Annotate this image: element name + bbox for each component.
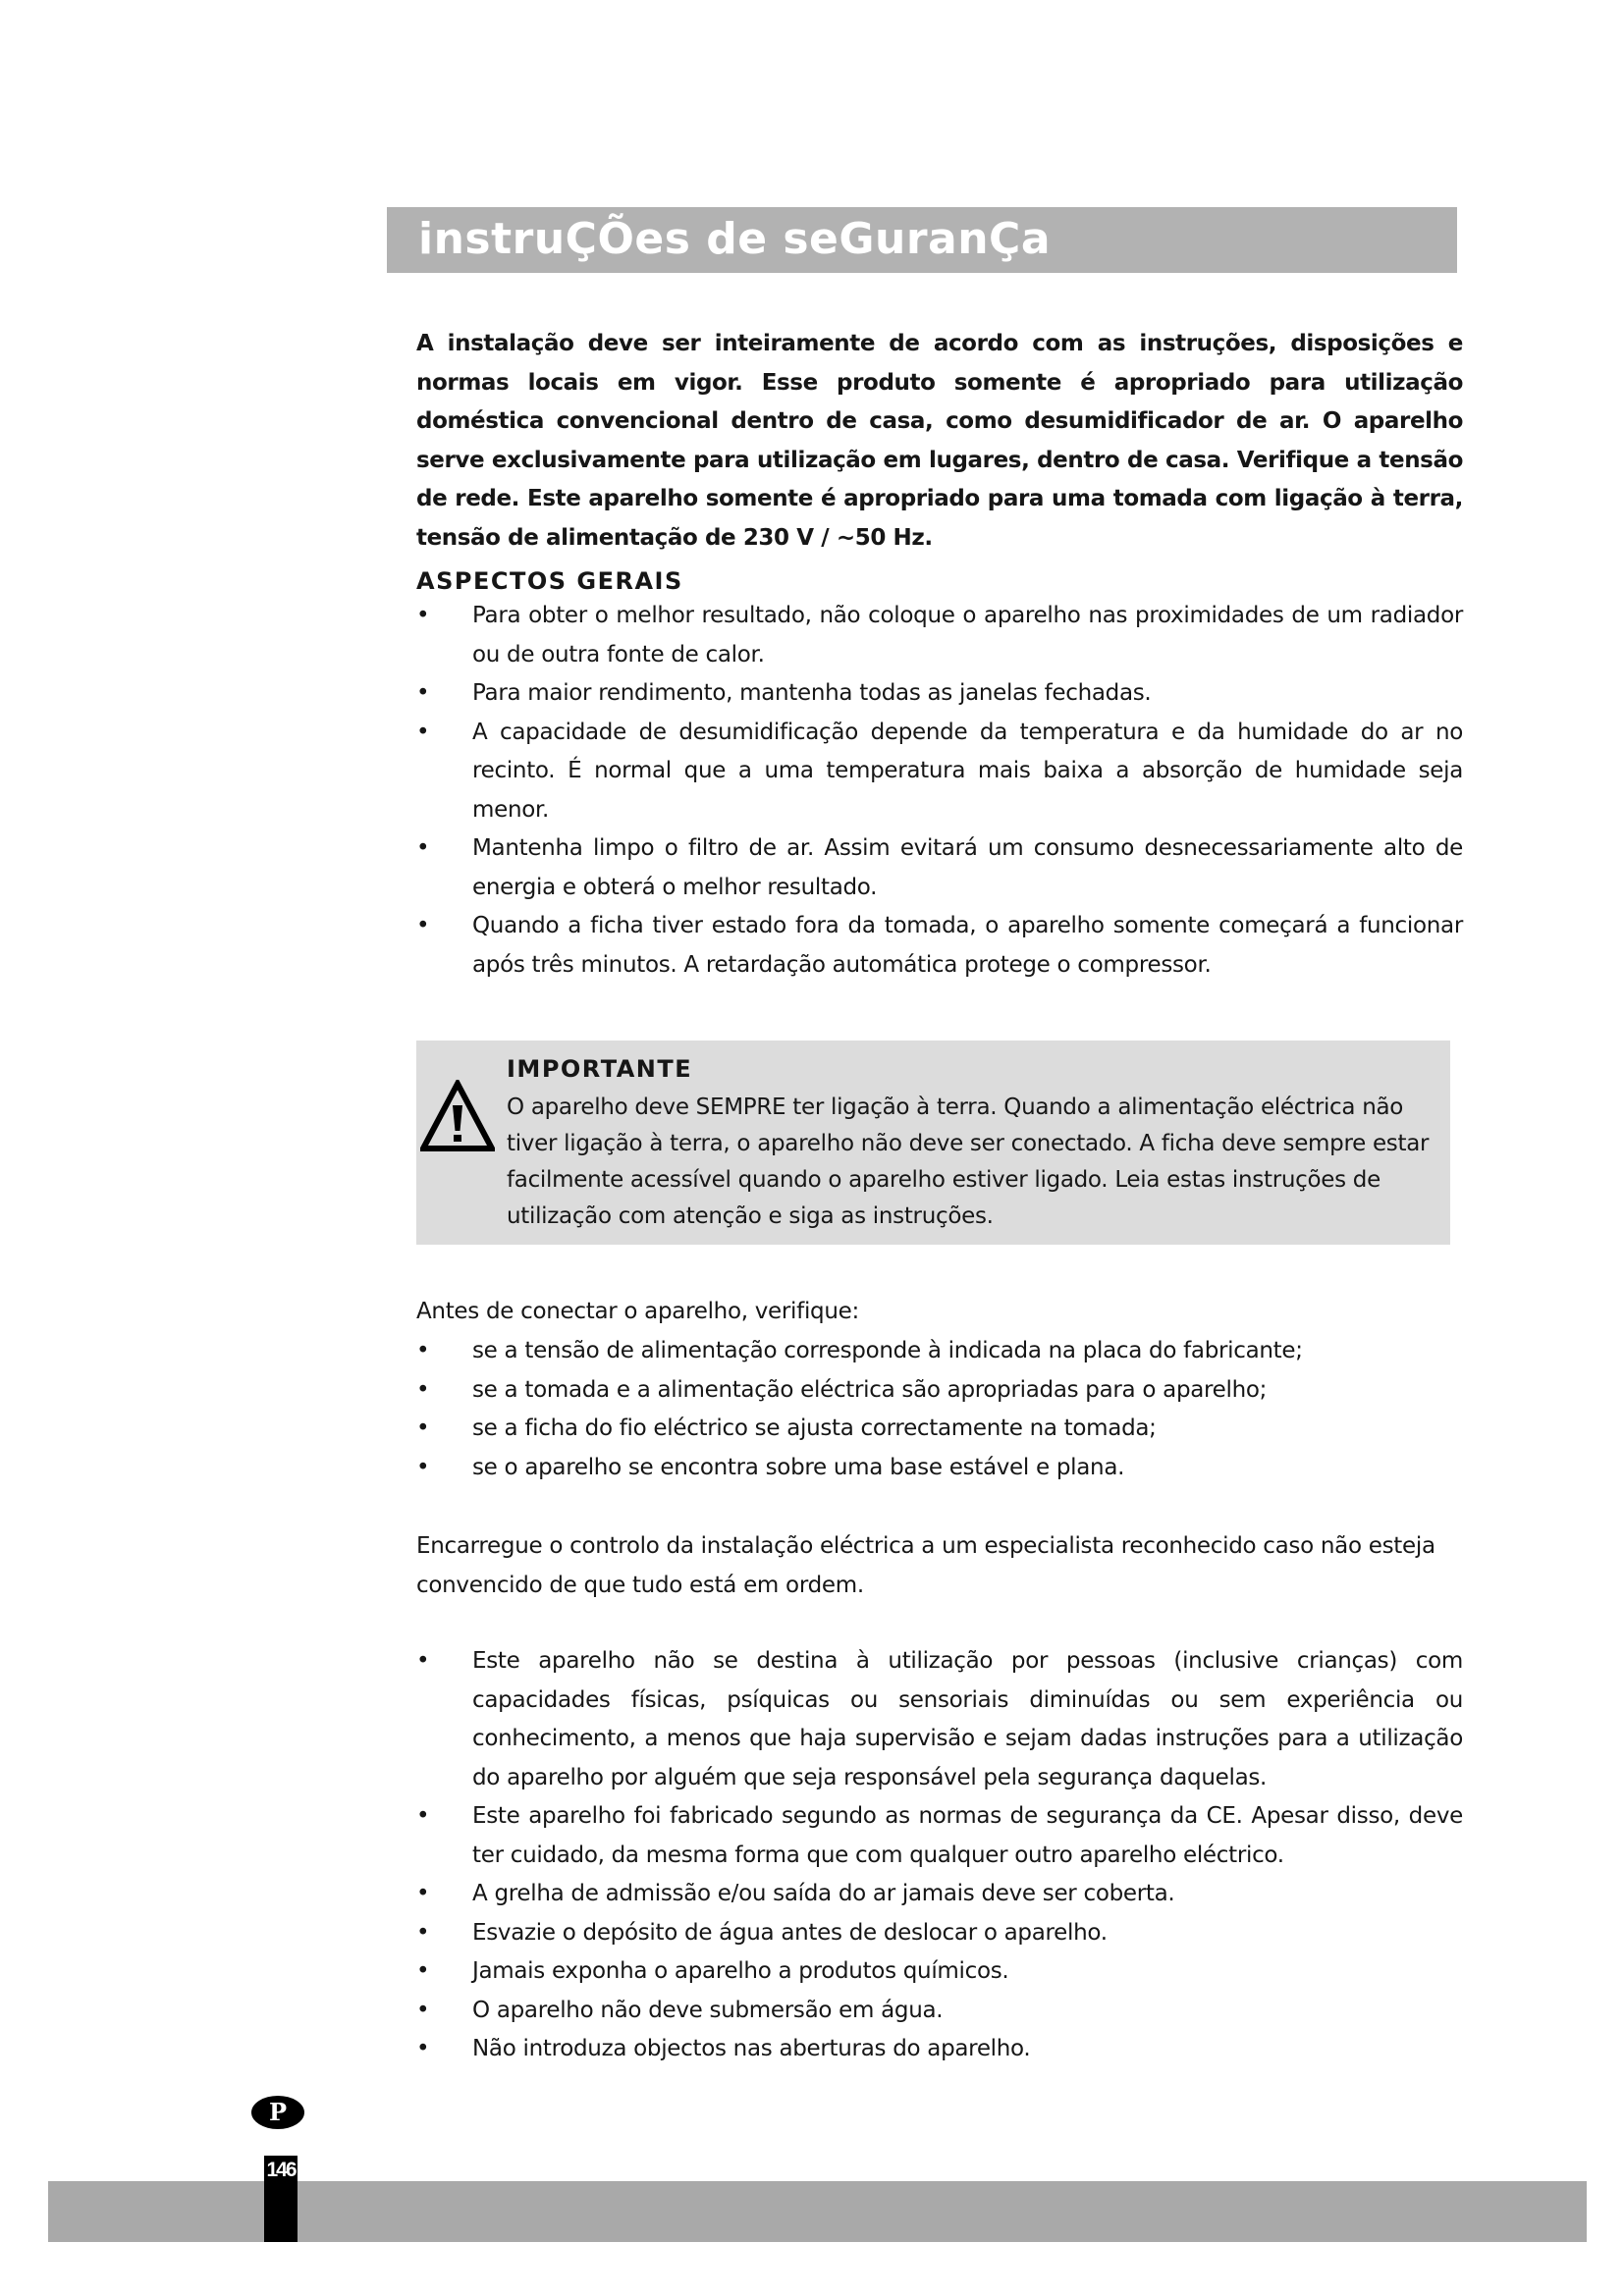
list-item-text: Jamais exponha o aparelho a produtos químicos. (472, 1958, 1009, 1984)
list-item-text: A grelha de admissão e/ou saída do ar jamais deve ser coberta. (472, 1881, 1175, 1906)
bullet-icon: • (416, 913, 430, 938)
list-item (416, 714, 1463, 830)
list-item-text: se a ficha do fio eléctrico se ajusta correctamente na tomada; (472, 1415, 1157, 1441)
bullet-icon: • (416, 1376, 430, 1403)
list-item-text: O aparelho não deve submersão em água. (472, 1997, 944, 2023)
important-text: O aparelho deve SEMPRE ter ligação à terra. Quando a alimentação eléctrica não tiver ligação à terra, o aparelho não deve ser conectado. A ficha deve sempre estar facilmente acessível quando o aparelho estiver ligado. Leia estas instruções de utilização com atenção e siga as instruções. (507, 1095, 1430, 1229)
list-item-text: se a tensão de alimentação corresponde à indicada na placa do fabricante; (472, 1338, 1303, 1363)
intro-paragraph: A instalação deve ser inteiramente de acordo com as instruções, disposições e normas locais em vigor. Esse produto somente é apropriado para utilização doméstica convencional dentro de casa, como desumidificador de ar. O aparelho serve exclusivamente para utilização em lugares, dentro de casa. Verifique a tensão de rede. Este aparelho somente é apropriado para uma tomada com ligação à terra, tensão de alimentação de 230 V / ~50 Hz. (416, 331, 1463, 551)
list-item-text: Para obter o melhor resultado, não coloque o aparelho nas proximidades de um radiador ou de outra fonte de calor. (472, 603, 1463, 667)
list-item-text: Esvazie o depósito de água antes de deslocar o aparelho. (472, 1919, 1108, 1946)
list-item-text: se o aparelho se encontra sobre uma base estável e plana. (472, 1454, 1125, 1480)
bullet-icon: • (416, 1919, 430, 1946)
bullet-icon: • (416, 719, 430, 745)
list-item (416, 1797, 1463, 1875)
bullet-icon: • (416, 1803, 430, 1829)
list-item-text: Mantenha limpo o filtro de ar. Assim evitará um consumo desnecessariamente alto de energia e obterá o melhor resultado. (472, 835, 1463, 900)
list-item-text: A capacidade de desumidificação depende da temperatura e da humidade do ar no recinto. É normal que a uma temperatura mais baixa a absorção de humidade seja menor. (472, 719, 1463, 823)
bullet-icon: • (416, 680, 430, 706)
general-aspects-heading: ASPECTOS GERAIS (416, 567, 683, 595)
page-title-bar (387, 207, 1457, 273)
warning-triangle-icon (420, 1080, 495, 1152)
list-item (416, 1332, 1463, 1371)
page-title: instruÇÕes de seGuranÇa (418, 214, 1052, 264)
bullet-icon: • (416, 1881, 430, 1906)
page-number: 146 (266, 2159, 296, 2181)
bullet-icon: • (416, 1338, 430, 1363)
list-item-text: Quando a ficha tiver estado fora da tomada, o aparelho somente começará a funcionar após três minutos. A retardação automática protege o compressor. (472, 913, 1463, 978)
list-item (416, 1875, 1463, 1914)
important-notice-box (416, 1041, 1450, 1245)
language-badge: P (251, 2096, 304, 2129)
list-item-text: Este aparelho não se destina à utilização por pessoas (inclusive crianças) com capacidades físicas, psíquicas ou sensoriais diminuídas ou sem experiência ou conhecimento, a menos que haja supervisão e sejam dadas instruções para a utilização do aparelho por alguém que seja responsável pela segurança daquelas. (472, 1648, 1463, 1790)
list-item (416, 2030, 1463, 2069)
list-item (416, 1410, 1463, 1449)
list-item-text: Este aparelho foi fabricado segundo as normas de segurança da CE. Apesar disso, deve ter cuidado, da mesma forma que com qualquer outro aparelho eléctrico. (472, 1803, 1463, 1868)
bullet-icon: • (416, 1997, 430, 2023)
bullet-icon: • (416, 1958, 430, 1984)
list-item-text: Para maior rendimento, mantenha todas as janelas fechadas. (472, 680, 1152, 706)
list-item (416, 1952, 1463, 1992)
page-number-tab (264, 2156, 298, 2242)
list-item (416, 907, 1463, 985)
check-list (416, 1332, 1463, 1487)
bullet-icon: • (416, 1648, 430, 1674)
bullet-icon: • (416, 835, 430, 861)
list-item (416, 829, 1463, 907)
bullet-icon: • (416, 603, 430, 628)
list-item (416, 674, 1463, 714)
list-item (416, 1642, 1463, 1797)
list-item (416, 1371, 1463, 1411)
list-item-text: Não introduza objectos nas aberturas do aparelho. (472, 2036, 1031, 2061)
bullet-icon: • (416, 2036, 430, 2061)
general-aspects-list (416, 597, 1463, 985)
list-item (416, 1992, 1463, 2031)
list-item (416, 597, 1463, 674)
expert-note: Encarregue o controlo da instalação eléctrica a um especialista reconhecido caso não esteja convencido de que tudo está em ordem. (416, 1533, 1435, 1598)
bullet-icon: • (416, 1454, 430, 1480)
important-heading: IMPORTANTE (507, 1055, 693, 1083)
list-item-text: se a tomada e a alimentação eléctrica são apropriadas para o aparelho; (472, 1376, 1268, 1403)
list-item (416, 1449, 1463, 1488)
safety-list (416, 1642, 1463, 2069)
bullet-icon: • (416, 1415, 430, 1441)
list-item (416, 1914, 1463, 1953)
check-intro: Antes de conectar o aparelho, verifique: (416, 1299, 859, 1324)
